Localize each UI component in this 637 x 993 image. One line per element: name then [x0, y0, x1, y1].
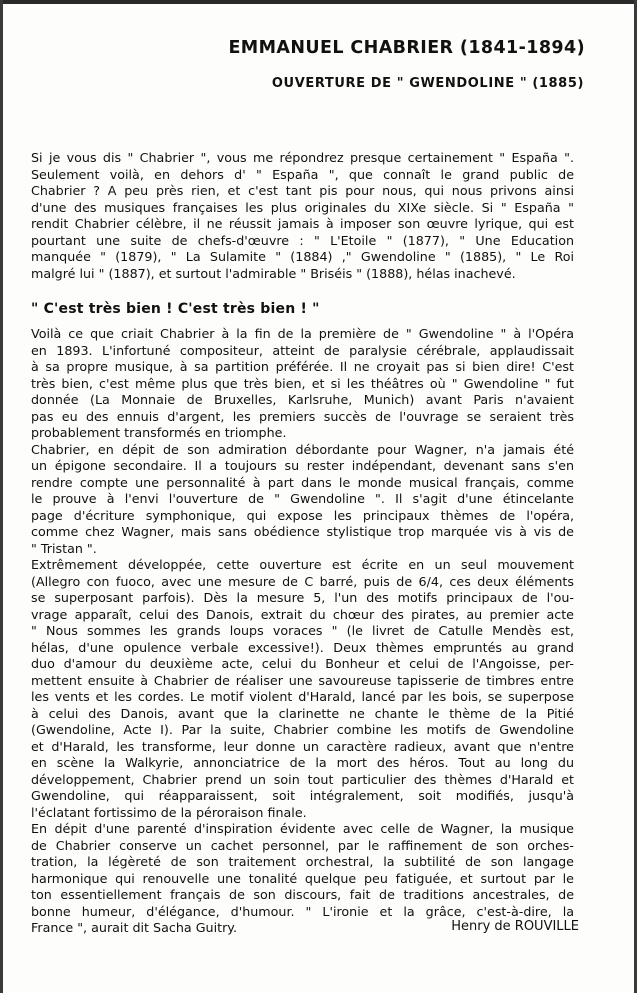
scan-edge-top	[0, 0, 637, 4]
body-line: " Tristan ".	[31, 540, 97, 556]
body-line: donnée (La Monnaie de Bruxelles, Karlsruhe, Munich) avant Paris n'avaient	[31, 392, 574, 407]
body-line: pas eu des ennuis d'argent, les premiers succès de l'ouvrage se seraient très	[31, 408, 574, 424]
intro-line: Chabrier ? A peu près rien, et c'est tant pis pour nous, qui nous privons ainsi	[31, 183, 574, 198]
body-line: bonne humeur, d'élégance, d'humour. " L'ironie et la grâce, c'est-à-dire, la	[31, 903, 574, 919]
body-line: un épigone secondaire. Il a toujours su rester indépendant, devenant sans s'en	[31, 458, 574, 473]
scan-edge-left	[0, 0, 3, 993]
body-line: vrage apparaît, celui des Danois, extrait du chœur des pirates, au premier acte	[31, 606, 574, 622]
body-line: en 1893. L'infortuné compositeur, atteint de paralysie cérébrale, applaudissait	[31, 342, 574, 358]
body-line: mettent ensuite à Chabrier de réaliser une savoureuse tapisserie de timbres entre	[31, 672, 574, 688]
body-line: France ", aurait dit Sacha Guitry.	[31, 920, 238, 935]
body-line: Voilà ce que criait Chabrier à la fin de la première de " Gwendoline " à l'Opéra	[31, 326, 574, 341]
body-line: rendre compte une personnalité à part dans le monde musical français, comme	[31, 474, 574, 490]
body-line: En dépit d'une parenté d'inspiration évidente avec celle de Wagner, la musique	[31, 821, 574, 836]
body-line: " Nous sommes les grands loups voraces " (le livret de Catulle Mendès est,	[31, 623, 574, 638]
body-line: (Allegro con fuoco, avec une mesure de C barré, puis de 6/4, ces deux éléments	[31, 573, 574, 589]
body-line: duo d'amour du deuxième acte, celui du Bonheur et celui de l'Angoisse, per-	[31, 656, 574, 671]
body-line: à celui des Danois, avant que la clarinette ne chante le thème de la Pitié	[31, 705, 574, 721]
body-line: hélas, d'une opulence verbale excessive!). Deux thèmes empruntés au grand	[31, 639, 574, 655]
body-line: de Chabrier conserve un cachet personnel, par le raffinement de son orches-	[31, 837, 574, 853]
intro-line: Seulement voilà, en dehors d' " España ", que connaît le grand public de	[31, 166, 574, 182]
body-line: harmonique qui renouvelle une tonalité quelque peu fatiguée, et surtout par le	[31, 870, 574, 886]
body-line: tration, la légèreté de son traitement orchestral, la subtilité de son langage	[31, 854, 574, 869]
body-line: comme chez Wagner, mais sans obédience stylistique trop marquée vis à vis de	[31, 524, 574, 539]
page-subtitle: OUVERTURE DE " GWENDOLINE " (1885)	[271, 76, 584, 91]
intro-line: d'une des musiques françaises les plus originales du XIXe siècle. Si " España "	[31, 199, 574, 215]
intro-paragraph	[31, 150, 574, 282]
body-line: très bien, c'est même plus que très bien, et si les théâtres où " Gwendoline " fut	[31, 375, 574, 391]
body-line: ton essentiellement français de son discours, fait de traditions ancestrales, de	[31, 887, 574, 902]
body-line: Gwendoline, qui réapparaissent, soit intégralement, soit modifiés, jusqu'à	[31, 788, 574, 803]
section-heading: " C'est très bien ! C'est très bien ! "	[31, 301, 320, 317]
body-line: l'éclatant fortissimo de la péroraison finale.	[31, 804, 307, 820]
intro-line: pourtant une suite de chefs-d'œuvre : " L'Etoile " (1877), " Une Education	[31, 232, 574, 248]
body-line: et d'Harald, les transforme, leur donne un caractère radieux, avant que n'entre	[31, 738, 574, 754]
body-line: en scène la Walkyrie, annonciatrice de la mort des héros. Tout au long du	[31, 755, 574, 770]
intro-line: rendit Chabrier célèbre, il ne réussit jamais à imposer son œuvre lyrique, qui est	[31, 216, 574, 231]
body-line: les vents et les cordes. Le motif violent d'Harald, lancé par les bois, se superpose	[31, 689, 574, 704]
intro-line: malgré lui " (1887), et surtout l'admirable " Briséis " (1888), hélas inachevé.	[31, 265, 516, 281]
page-title: EMMANUEL CHABRIER (1841-1894)	[228, 38, 585, 58]
body-line: page d'écriture symphonique, qui expose les principaux thèmes de l'opéra,	[31, 507, 574, 523]
body-line: à sa propre musique, à sa partition préférée. Il ne croyait pas si bien dire! C'est	[31, 359, 574, 374]
intro-line: manquée " (1879), " La Sulamite " (1884) ," Gwendoline " (1885), " Le Roi	[31, 249, 574, 264]
body-line: Extrêmement développée, cette ouverture est écrite en un seul mouvement	[31, 557, 574, 572]
body-line: se superposant parfois). Dès la mesure 5, l'un des motifs principaux de l'ou-	[31, 590, 574, 605]
body-line: le prouve à l'envi l'ouverture de " Gwendoline ". Il s'agit d'une étincelante	[31, 491, 574, 506]
body-line: probablement transformés en triomphe.	[31, 425, 287, 440]
body-text	[31, 326, 574, 937]
body-line: (Gwendoline, Acte I). Par la suite, Chabrier combine les motifs de Gwendoline	[31, 722, 574, 737]
body-line: Chabrier, en dépit de son admiration débordante pour Wagner, n'a jamais été	[31, 441, 574, 457]
body-line: développement, Chabrier prend un soin tout particulier des thèmes d'Harald et	[31, 771, 574, 787]
intro-line: Si je vous dis " Chabrier ", vous me répondrez presque certainement " España ".	[31, 150, 574, 165]
author-signature: Henry de ROUVILLE	[451, 919, 579, 934]
